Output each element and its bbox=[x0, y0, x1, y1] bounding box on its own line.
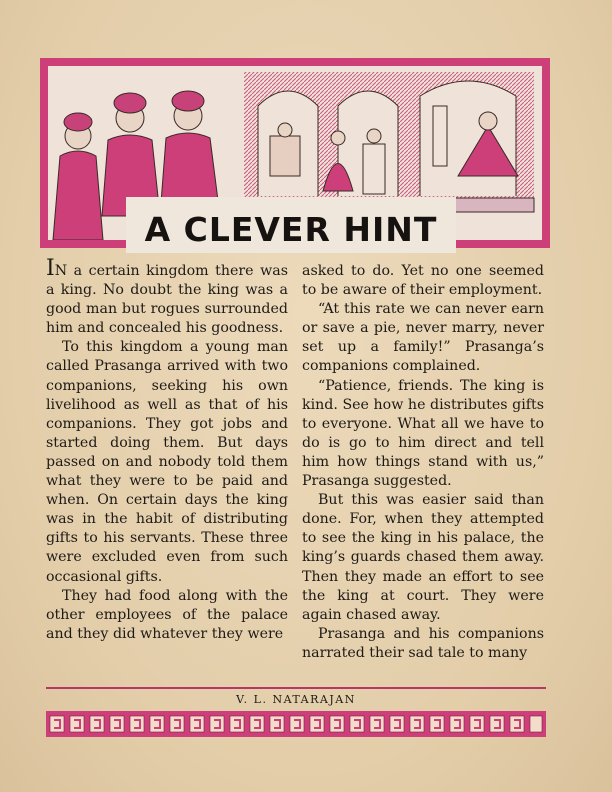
right-column bbox=[302, 262, 544, 663]
royal-court-scene bbox=[244, 72, 534, 212]
paragraph-8: Prasanga and his companions narrated their sad tale to many bbox=[302, 625, 544, 661]
paragraph-4: asked to do. Yet no one seemed to be aware of their employment. bbox=[302, 263, 544, 299]
paragraph-1: IN a certain kingdom there was a king. No doubt the king was a good man but rogues surrounded him and concealed his goodness. bbox=[46, 256, 288, 337]
story-title: A CLEVER HINT bbox=[144, 209, 438, 249]
decorative-border-pattern bbox=[46, 711, 546, 737]
footer-rule bbox=[46, 687, 546, 689]
paragraph-3: They had food along with the other employees of the palace and they did whatever they were bbox=[46, 587, 288, 642]
decorative-border bbox=[46, 711, 546, 737]
author-credit: V. L. NATARAJAN bbox=[236, 693, 356, 706]
drop-cap: I bbox=[46, 256, 55, 281]
title-panel bbox=[126, 197, 456, 253]
paragraph-7: But this was easier said than done. For, when they attempted to see the king in his palace, the king’s guards chased them away. Then they made an effort to see the king at court. They were again chased away. bbox=[302, 492, 544, 623]
paragraph-5: “At this rate we can never earn or save a pie, never marry, never set up a family!” Prasanga’s companions complained. bbox=[302, 301, 544, 375]
left-column bbox=[46, 256, 288, 644]
paragraph-6: “Patience, friends. The king is kind. See how he distributes gifts to everyone. What all we have to do is go to him direct and tell him how things stand with us,” Prasanga suggested. bbox=[302, 377, 544, 490]
paragraph-2: To this kingdom a young man called Prasanga arrived with two companions, seeking his own livelihood as well as that of his companions. They got jobs and started doing them. But days passed on and nobody told them what they were to be paid and when. On certain days the king was in the habit of distributing gifts to his servants. These three were excluded even from such occasional gifts. bbox=[46, 339, 288, 585]
